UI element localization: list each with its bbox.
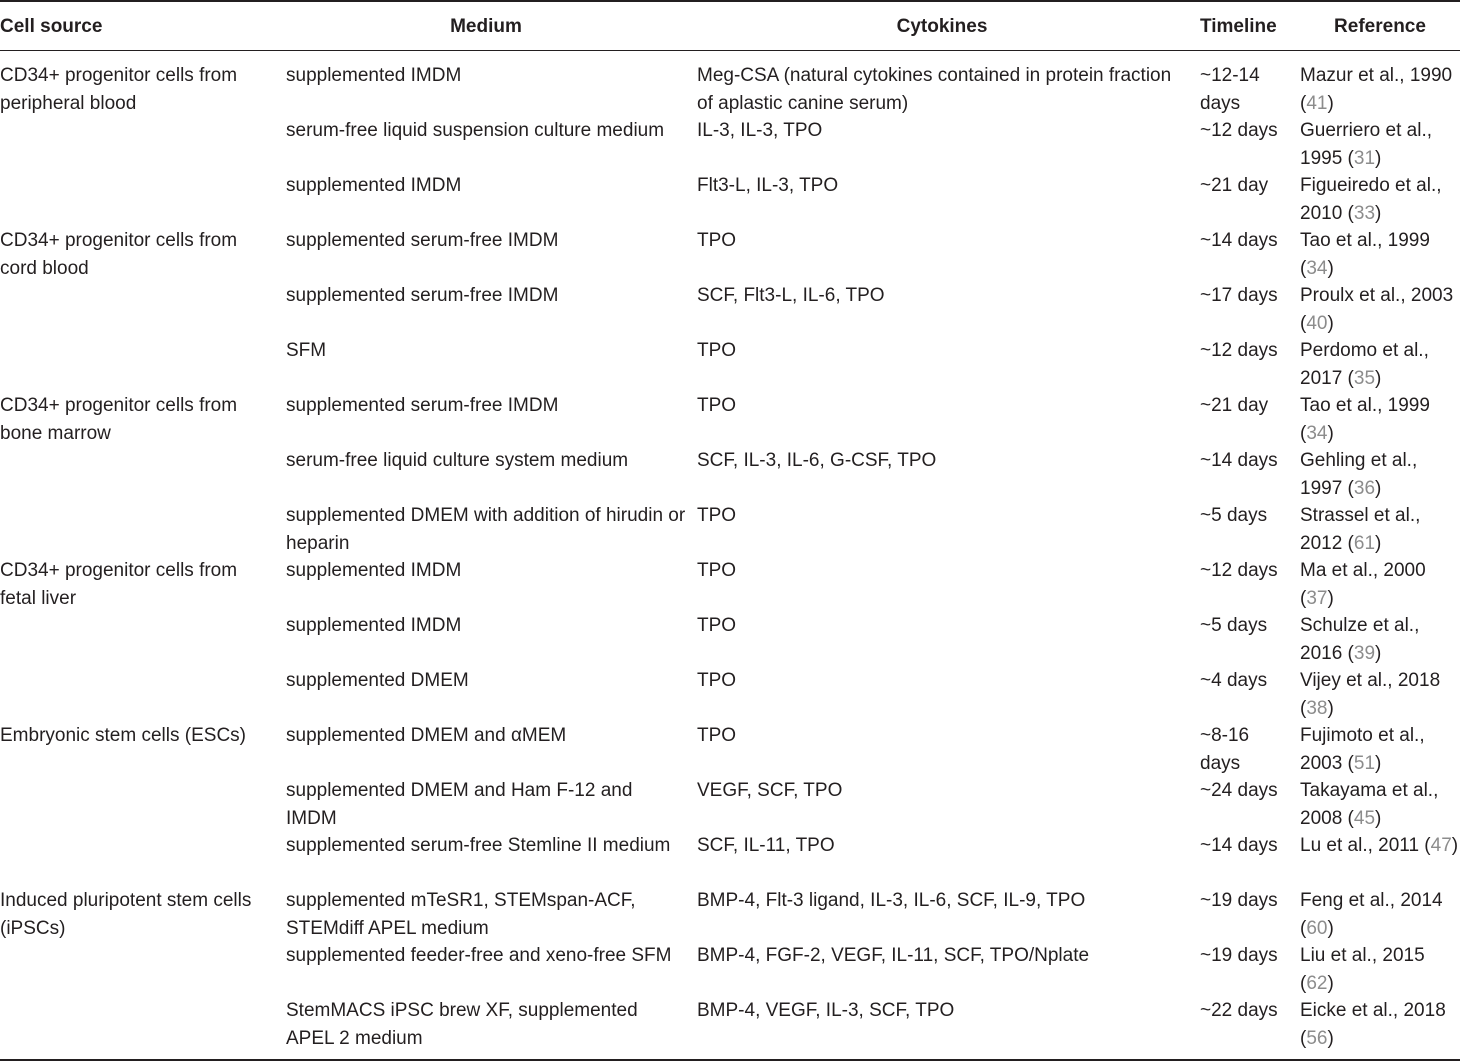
- cell-reference: [1300, 117, 1460, 172]
- cell-medium: supplemented IMDM: [286, 175, 462, 196]
- reference-number-link[interactable]: 38: [1306, 697, 1328, 719]
- cell-reference: [1300, 942, 1460, 997]
- reference-citation: Takayama et al., 2008: [1300, 780, 1439, 829]
- cell-timeline: ~21 day: [1200, 395, 1269, 416]
- cell-timeline: ~5 days: [1200, 505, 1268, 526]
- reference-number-link[interactable]: 47: [1430, 835, 1452, 856]
- reference-number-link[interactable]: 33: [1353, 202, 1376, 224]
- cell-timeline: ~12 days: [1200, 340, 1278, 361]
- header-cytokines: Cytokines: [896, 16, 988, 37]
- reference-citation: Strassel et al., 2012: [1300, 505, 1421, 554]
- cell-timeline: ~19 days: [1200, 945, 1278, 966]
- reference-number-link[interactable]: 51: [1353, 752, 1376, 774]
- cell-cytokines: TPO: [697, 560, 737, 581]
- cell-cytokines: VEGF, SCF, TPO: [697, 780, 843, 801]
- reference-paren: (: [1300, 422, 1307, 444]
- reference-paren: (: [1342, 752, 1354, 774]
- reference-citation: Proulx et al., 2003: [1300, 285, 1454, 306]
- header-reference: Reference: [1334, 16, 1426, 37]
- reference-citation: Eicke et al., 2018: [1300, 1000, 1446, 1021]
- reference-number-link[interactable]: 56: [1306, 1027, 1328, 1049]
- reference-paren: ): [1327, 697, 1334, 719]
- cell-cytokines: BMP-4, Flt-3 ligand, IL-3, IL-6, SCF, IL-9, TPO: [697, 890, 1086, 911]
- cell-reference: [1300, 282, 1460, 337]
- cell-medium: supplemented feeder-free and xeno-free SFM: [286, 945, 672, 966]
- reference-paren: (: [1300, 917, 1307, 939]
- reference-paren: (: [1300, 257, 1307, 279]
- cell-medium: serum-free liquid suspension culture medium: [286, 120, 665, 141]
- cell-reference: [1300, 832, 1460, 860]
- reference-paren: (: [1300, 1027, 1307, 1049]
- reference-paren: (: [1342, 147, 1354, 169]
- reference-paren: (: [1419, 835, 1431, 856]
- cell-medium: serum-free liquid culture system medium: [286, 450, 629, 471]
- cell-timeline: ~14 days: [1200, 450, 1278, 471]
- reference-number-link[interactable]: 34: [1306, 257, 1328, 279]
- cell-reference: [1300, 62, 1460, 117]
- cell-cytokines: TPO: [697, 670, 737, 691]
- cell-cytokines: SCF, IL-11, TPO: [697, 835, 835, 856]
- reference-number-link[interactable]: 45: [1353, 807, 1376, 829]
- cell-timeline: ~19 days: [1200, 890, 1278, 911]
- reference-citation: Mazur et al., 1990: [1300, 65, 1453, 86]
- cell-timeline: ~8-16 days: [1200, 725, 1250, 774]
- reference-citation: Feng et al., 2014: [1300, 890, 1443, 911]
- cell-medium: supplemented serum-free IMDM: [286, 230, 559, 251]
- cell-timeline: ~17 days: [1200, 285, 1278, 306]
- cell-cytokines: TPO: [697, 340, 737, 361]
- reference-paren: ): [1327, 92, 1334, 114]
- reference-citation: Liu et al., 2015: [1300, 945, 1425, 966]
- cell-timeline: ~14 days: [1200, 230, 1278, 251]
- cell-medium: supplemented IMDM: [286, 560, 462, 581]
- reference-paren: ): [1375, 642, 1382, 664]
- reference-paren: (: [1300, 972, 1307, 994]
- reference-paren: ): [1327, 257, 1334, 279]
- cell-reference: [1300, 502, 1460, 557]
- cell-reference: [1300, 887, 1460, 942]
- reference-citation: Figueiredo et al., 2010: [1300, 175, 1442, 224]
- cell-cytokines: TPO: [697, 230, 737, 251]
- reference-number-link[interactable]: 61: [1353, 532, 1376, 554]
- reference-paren: (: [1342, 202, 1354, 224]
- cell-cytokines: BMP-4, FGF-2, VEGF, IL-11, SCF, TPO/Nplate: [697, 945, 1090, 966]
- reference-paren: ): [1451, 835, 1459, 856]
- cell-reference: [1300, 172, 1460, 227]
- cell-timeline: ~12-14 days: [1200, 65, 1260, 114]
- header-medium: Medium: [450, 16, 522, 37]
- cell-medium: supplemented DMEM and Ham F-12 and IMDM: [286, 780, 633, 829]
- cell-medium: supplemented serum-free IMDM: [286, 285, 559, 306]
- reference-paren: (: [1342, 532, 1354, 554]
- cell-source: Embryonic stem cells (ESCs): [0, 725, 246, 746]
- reference-paren: ): [1327, 972, 1334, 994]
- cell-reference: [1300, 722, 1460, 777]
- cell-reference: [1300, 227, 1460, 282]
- reference-citation: Perdomo et al., 2017: [1300, 340, 1429, 389]
- cell-source: Induced pluripotent stem cells (iPSCs): [0, 890, 252, 939]
- cell-timeline: ~24 days: [1200, 780, 1278, 801]
- reference-paren: (: [1300, 697, 1307, 719]
- reference-paren: (: [1300, 587, 1307, 609]
- reference-number-link[interactable]: 35: [1353, 367, 1376, 389]
- cell-reference: [1300, 997, 1460, 1052]
- cell-cytokines: TPO: [697, 615, 737, 636]
- cell-timeline: ~4 days: [1200, 670, 1268, 691]
- reference-paren: ): [1375, 752, 1382, 774]
- reference-paren: ): [1375, 147, 1382, 169]
- reference-citation: Ma et al., 2000: [1300, 560, 1426, 581]
- reference-number-link[interactable]: 31: [1353, 147, 1376, 169]
- reference-number-link[interactable]: 40: [1306, 312, 1328, 334]
- reference-paren: (: [1342, 367, 1354, 389]
- cell-cytokines: BMP-4, VEGF, IL-3, SCF, TPO: [697, 1000, 955, 1021]
- cell-medium: StemMACS iPSC brew XF, supplemented APEL 2 medium: [286, 1000, 638, 1049]
- cell-timeline: ~22 days: [1200, 1000, 1278, 1021]
- header-rule: [0, 50, 1460, 51]
- cell-cytokines: TPO: [697, 505, 737, 526]
- cell-reference: [1300, 557, 1460, 612]
- cell-source: CD34+ progenitor cells from bone marrow: [0, 395, 238, 444]
- cell-reference: [1300, 337, 1460, 392]
- cell-source: CD34+ progenitor cells from cord blood: [0, 230, 238, 279]
- cell-medium: SFM: [286, 340, 327, 361]
- reference-citation: Gehling et al., 1997: [1300, 450, 1418, 499]
- reference-citation: Lu et al., 2011: [1300, 835, 1420, 856]
- reference-paren: ): [1327, 917, 1334, 939]
- cell-cytokines: SCF, Flt3-L, IL-6, TPO: [697, 285, 885, 306]
- reference-paren: (: [1342, 642, 1354, 664]
- cell-cytokines: Meg-CSA (natural cytokines contained in protein fraction of aplastic canine serum): [697, 65, 1172, 114]
- cell-timeline: ~5 days: [1200, 615, 1268, 636]
- cell-medium: supplemented IMDM: [286, 65, 462, 86]
- reference-paren: ): [1375, 532, 1382, 554]
- reference-paren: ): [1327, 587, 1334, 609]
- reference-paren: (: [1300, 312, 1307, 334]
- reference-paren: ): [1375, 807, 1382, 829]
- reference-paren: ): [1375, 367, 1382, 389]
- reference-paren: ): [1327, 422, 1334, 444]
- reference-number-link[interactable]: 60: [1306, 917, 1328, 939]
- cell-medium: supplemented IMDM: [286, 615, 462, 636]
- cell-cytokines: TPO: [697, 395, 737, 416]
- reference-number-link[interactable]: 36: [1353, 477, 1376, 499]
- cell-medium: supplemented DMEM and αMEM: [286, 725, 567, 746]
- reference-paren: ): [1327, 1027, 1334, 1049]
- reference-paren: ): [1327, 312, 1334, 334]
- reference-paren: (: [1300, 92, 1307, 114]
- cell-medium: supplemented serum-free Stemline II medium: [286, 835, 671, 856]
- table-bottom-rule: [0, 1059, 1460, 1061]
- reference-citation: Tao et al., 1999: [1300, 395, 1430, 416]
- reference-paren: (: [1342, 807, 1354, 829]
- cell-source: CD34+ progenitor cells from peripheral blood: [0, 65, 238, 114]
- cell-cytokines: IL-3, IL-3, TPO: [697, 120, 823, 141]
- cell-source: CD34+ progenitor cells from fetal liver: [0, 560, 238, 609]
- reference-number-link[interactable]: 62: [1306, 972, 1328, 994]
- reference-paren: ): [1375, 477, 1382, 499]
- cell-timeline: ~12 days: [1200, 120, 1278, 141]
- reference-citation: Fujimoto et al., 2003: [1300, 725, 1425, 774]
- cell-cytokines: TPO: [697, 725, 737, 746]
- cell-timeline: ~21 day: [1200, 175, 1269, 196]
- cell-cytokines: SCF, IL-3, IL-6, G-CSF, TPO: [697, 450, 937, 471]
- reference-paren: ): [1375, 202, 1382, 224]
- cell-medium: supplemented DMEM: [286, 670, 469, 691]
- cell-medium: supplemented serum-free IMDM: [286, 395, 559, 416]
- reference-number-link[interactable]: 34: [1306, 422, 1328, 444]
- table-top-rule: [0, 0, 1460, 2]
- reference-citation: Schulze et al., 2016: [1300, 615, 1420, 664]
- cell-reference: [1300, 447, 1460, 502]
- cell-reference: [1300, 612, 1460, 667]
- reference-citation: Vijey et al., 2018: [1300, 670, 1441, 691]
- reference-number-link[interactable]: 41: [1306, 92, 1328, 114]
- header-cell-source: Cell source: [0, 16, 103, 37]
- reference-citation: Guerriero et al., 1995: [1300, 120, 1432, 169]
- cell-medium: supplemented DMEM with addition of hirudin or heparin: [286, 505, 686, 554]
- reference-paren: (: [1342, 477, 1354, 499]
- reference-number-link[interactable]: 39: [1353, 642, 1376, 664]
- cell-cytokines: Flt3-L, IL-3, TPO: [697, 175, 839, 196]
- cell-timeline: ~12 days: [1200, 560, 1278, 581]
- reference-citation: Tao et al., 1999: [1300, 230, 1430, 251]
- header-timeline: Timeline: [1200, 16, 1277, 37]
- cell-reference: [1300, 777, 1460, 832]
- cell-reference: [1300, 667, 1460, 722]
- cell-reference: [1300, 392, 1460, 447]
- cell-medium: supplemented mTeSR1, STEMspan-ACF, STEMdiff APEL medium: [286, 890, 636, 939]
- cell-timeline: ~14 days: [1200, 835, 1278, 856]
- reference-number-link[interactable]: 37: [1306, 587, 1328, 609]
